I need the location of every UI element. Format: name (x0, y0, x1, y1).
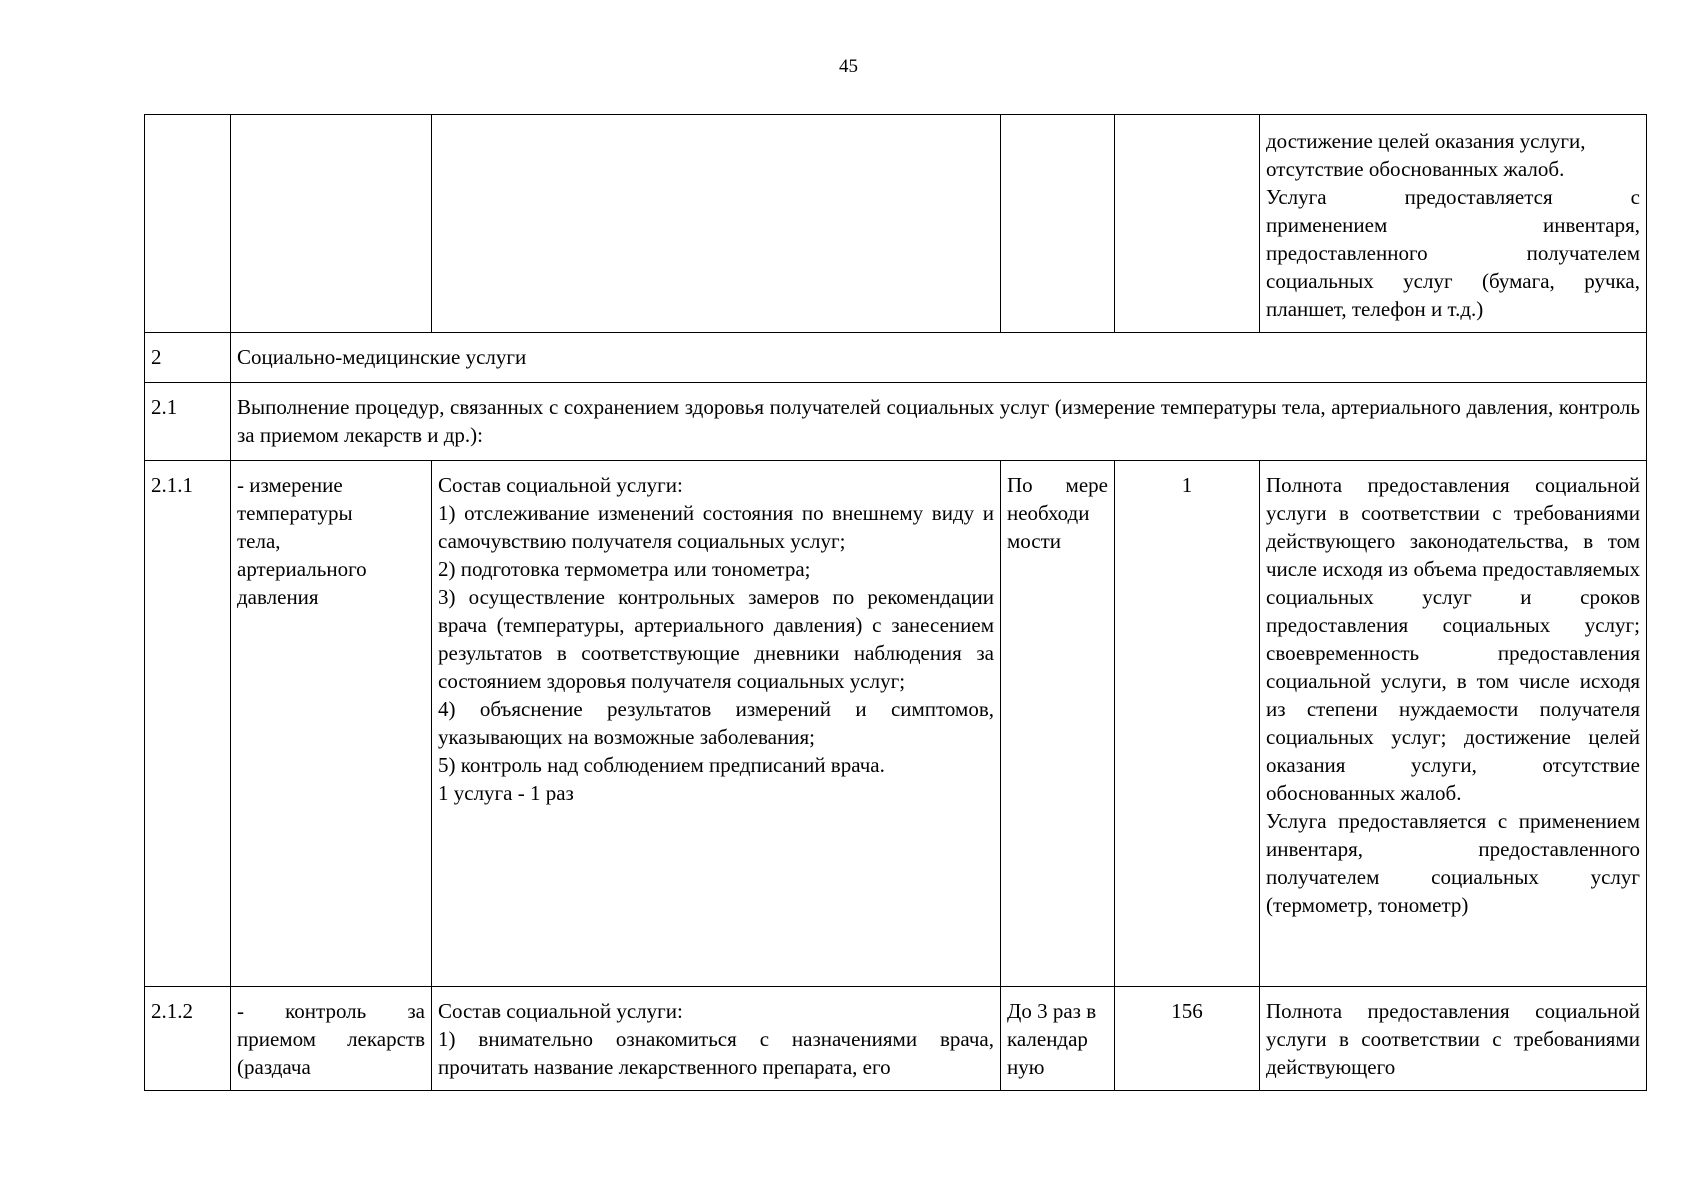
service-quantity: 156 (1115, 987, 1260, 1091)
section-title: Социально-медицинские услуги (231, 333, 1647, 383)
composition-item: 5) контроль над соблюдением предписаний врача. (438, 753, 885, 777)
frequency-line: календар (1007, 1027, 1088, 1051)
section-number: 2 (145, 333, 231, 383)
composition-item: 1) внимательно ознакомиться с назначениями врача, прочитать название лекарственного препарата, его (438, 1027, 994, 1079)
service-frequency (1001, 987, 1115, 1091)
cont-inventory-line: предоставленного получателем (1266, 241, 1640, 265)
cont-quantity-cell (1115, 115, 1260, 333)
frequency-line: необходи (1007, 501, 1090, 525)
subsection-row (145, 383, 1647, 461)
composition-item: 3) осуществление контрольных замеров по рекомендации врача (температуры, артериального давления) с занесением результатов в соответствующие дневники наблюдения за состоянием здоровья получателя социальных услуг; (438, 585, 994, 693)
cont-inventory-line: применением инвентаря, (1266, 213, 1640, 237)
service-name-line: температуры (237, 501, 353, 525)
cont-inventory-line: планшет, телефон и т.д.) (1266, 297, 1484, 321)
cont-inventory-line: Услуга предоставляется с (1266, 185, 1640, 209)
service-name (231, 461, 432, 987)
service-criteria: Полнота предоставления социальной услуги в соответствии с требованиями действующего (1260, 987, 1647, 1091)
composition-item: 4) объяснение результатов измерений и симптомов, указывающих на возможные заболевания; (438, 697, 994, 749)
service-frequency (1001, 461, 1115, 987)
composition-note: 1 услуга - 1 раз (438, 781, 574, 805)
service-name-line: давления (237, 585, 319, 609)
cont-inventory-line: социальных услуг (бумага, ручка, (1266, 269, 1640, 293)
subsection-number: 2.1 (145, 383, 231, 461)
service-number: 2.1.1 (145, 461, 231, 987)
cont-composition-cell (432, 115, 1001, 333)
cont-criteria-line: достижение целей оказания услуги, (1266, 129, 1586, 153)
service-composition (432, 461, 1001, 987)
frequency-line: По мере (1007, 473, 1108, 497)
cont-name-cell (231, 115, 432, 333)
service-name-line: тела, (237, 529, 281, 553)
composition-title: Состав социальной услуги: (438, 473, 683, 497)
services-table (144, 114, 1647, 1091)
service-quantity: 1 (1115, 461, 1260, 987)
composition-item: 2) подготовка термометра или тонометра; (438, 557, 811, 581)
cont-criteria-line: отсутствие обоснованных жалоб. (1266, 157, 1565, 181)
section-row (145, 333, 1647, 383)
service-row-2-1-2 (145, 987, 1647, 1091)
composition-item: 1) отслеживание изменений состояния по внешнему виду и самочувствию получателя социальных услуг; (438, 501, 994, 553)
cont-num-cell (145, 115, 231, 333)
service-name: - контроль за приемом лекарств (раздача (231, 987, 432, 1091)
composition-title: Состав социальной услуги: (438, 999, 683, 1023)
service-composition (432, 987, 1001, 1091)
service-name-line: - измерение (237, 473, 343, 497)
service-name-line: артериального (237, 557, 367, 581)
inventory-text: Услуга предоставляется с применением инвентаря, предоставленного получателем социальных услуг (термометр, тонометр) (1266, 809, 1640, 917)
service-number: 2.1.2 (145, 987, 231, 1091)
subsection-title: Выполнение процедур, связанных с сохранением здоровья получателей социальных услуг (измерение температуры тела, артериального давления, контроль за приемом лекарств и др.): (231, 383, 1647, 461)
service-criteria (1260, 461, 1647, 987)
cont-frequency-cell (1001, 115, 1115, 333)
criteria-text: Полнота предоставления социальной услуги в соответствии с требованиями действующего законодательства, в том числе исходя из объема предоставляемых социальных услуг и сроков предоставления социальных услуг; своевременность предоставления социальной услуги, в том числе исходя из степени нуждаемости получателя социальных услуг; достижение целей оказания услуги, отсутствие обоснованных жалоб. (1266, 473, 1640, 805)
continuation-row (145, 115, 1647, 333)
page-number: 45 (839, 56, 858, 77)
cont-criteria-cell (1260, 115, 1647, 333)
service-row-2-1-1 (145, 461, 1647, 987)
frequency-line: До 3 раз в (1007, 999, 1097, 1023)
frequency-line: мости (1007, 529, 1062, 553)
frequency-line: ную (1007, 1055, 1045, 1079)
